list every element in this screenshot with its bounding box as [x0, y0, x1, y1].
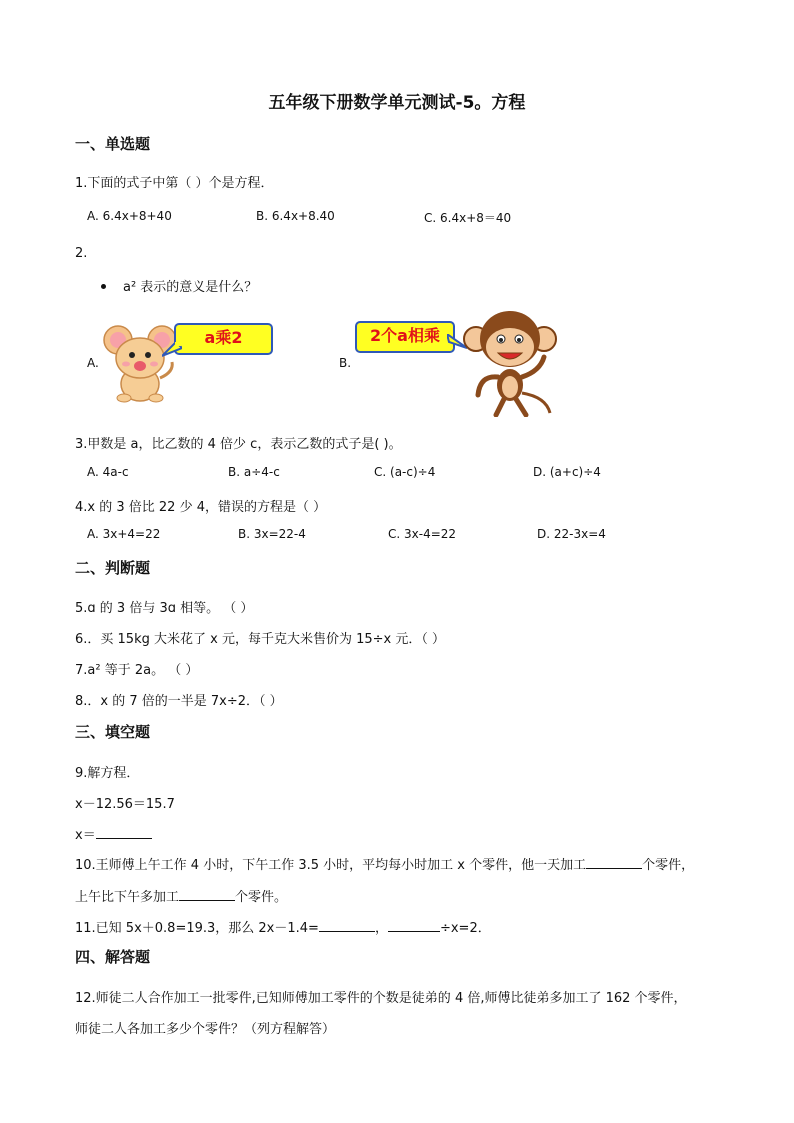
answer-blank[interactable]: [586, 856, 642, 869]
question-4-option-d[interactable]: D. 22-3x=4: [537, 527, 606, 541]
question-1-option-b[interactable]: B. 6.4x+8.40: [256, 209, 335, 223]
answer-blank[interactable]: [388, 919, 440, 932]
question-9-answer-line: [75, 824, 152, 843]
speech-bubble-tail-a: [162, 342, 182, 358]
question-2-number: 2.: [75, 246, 88, 261]
speech-bubble-b: 2个a相乘: [355, 321, 455, 353]
mouse-illustration: [102, 318, 178, 406]
question-4-option-b[interactable]: B. 3x=22-4: [238, 527, 306, 541]
question-11-part-2: ，: [374, 921, 388, 936]
question-2-option-b-label[interactable]: B.: [339, 356, 352, 370]
question-7-text: 7.a² 等于 2a。 （ ）: [75, 663, 199, 678]
question-5-text: 5.ɑ 的 3 倍与 3ɑ 相等。 （ ）: [75, 601, 254, 616]
speech-bubble-a: a乘2: [174, 323, 273, 355]
monkey-illustration: [462, 305, 558, 417]
question-12-line-1: 12.师徒二人合作加工一批零件,已知师傅加工零件的个数是徒弟的 4 倍,师傅比徒弟多加工了 162 个零件，: [75, 991, 687, 1006]
question-4-text: 4.x 的 3 倍比 22 少 4，错误的方程是（ ）: [75, 500, 327, 515]
question-1-text: 1.下面的式子中第（ ）个是方程．: [75, 176, 274, 191]
answer-blank[interactable]: [96, 826, 152, 839]
question-6-text: 6.．买 15kg 大米花了 x 元，每千克大米售价为 15÷x 元．（ ）: [75, 632, 445, 647]
question-4-option-a[interactable]: A. 3x+4=22: [87, 527, 161, 541]
question-3-option-a[interactable]: A. 4a-c: [87, 465, 129, 479]
question-1-option-c[interactable]: C. 6.4x+8＝40: [424, 211, 512, 225]
section-heading-fill-blank: 三、填空题: [75, 723, 151, 741]
answer-blank[interactable]: [179, 888, 235, 901]
section-heading-true-false: 二、判断题: [75, 559, 151, 577]
answer-blank[interactable]: [319, 919, 375, 932]
section-heading-single-choice: 一、单选题: [75, 135, 151, 153]
question-1-option-a[interactable]: A. 6.4x+8+40: [87, 209, 172, 223]
question-10-part-1: 10.王师傅上午工作 4 小时，下午工作 3.5 小时，平均每小时加工 x 个零件，他一天加工: [75, 858, 587, 873]
question-9-text: 9.解方程．: [75, 766, 140, 781]
question-10-part-3: 上午比下午多加工: [75, 890, 180, 905]
question-3-option-c[interactable]: C. (a-c)÷4: [374, 465, 436, 479]
question-10-line-2: [75, 886, 287, 905]
question-8-text: 8.．x 的 7 倍的一半是 7x÷2．（ ）: [75, 694, 283, 709]
question-4-option-c[interactable]: C. 3x-4=22: [388, 527, 457, 541]
question-11-part-3: ÷x=2．: [439, 921, 491, 936]
question-10-part-4: 个零件。: [235, 890, 288, 905]
question-10-part-2: 个零件，: [642, 858, 695, 873]
question-11-line: [75, 917, 491, 936]
page-title: 五年级下册数学单元测试-5。方程: [268, 93, 526, 113]
question-10-line-1: [75, 854, 694, 873]
question-3-option-b[interactable]: B. a÷4-c: [228, 465, 280, 479]
question-9-equation: x－12.56＝15.7: [75, 797, 175, 812]
question-12-line-2: 师徒二人各加工多少个零件？（列方程解答）: [75, 1022, 336, 1037]
bullet-dot: [101, 284, 106, 289]
question-9-answer-prefix: x＝: [75, 828, 96, 843]
question-11-part-1: 11.已知 5x＋0.8=19.3，那么 2x－1.4=: [75, 921, 319, 936]
question-3-text: 3.甲数是 a，比乙数的 4 倍少 c，表示乙数的式子是( )。: [75, 437, 402, 452]
question-3-option-d[interactable]: D. (a+c)÷4: [533, 465, 601, 479]
section-heading-answer: 四、解答题: [75, 948, 151, 966]
question-2-bullet-text: a² 表示的意义是什么？: [123, 280, 258, 295]
question-2-option-a-label[interactable]: A.: [87, 356, 99, 370]
